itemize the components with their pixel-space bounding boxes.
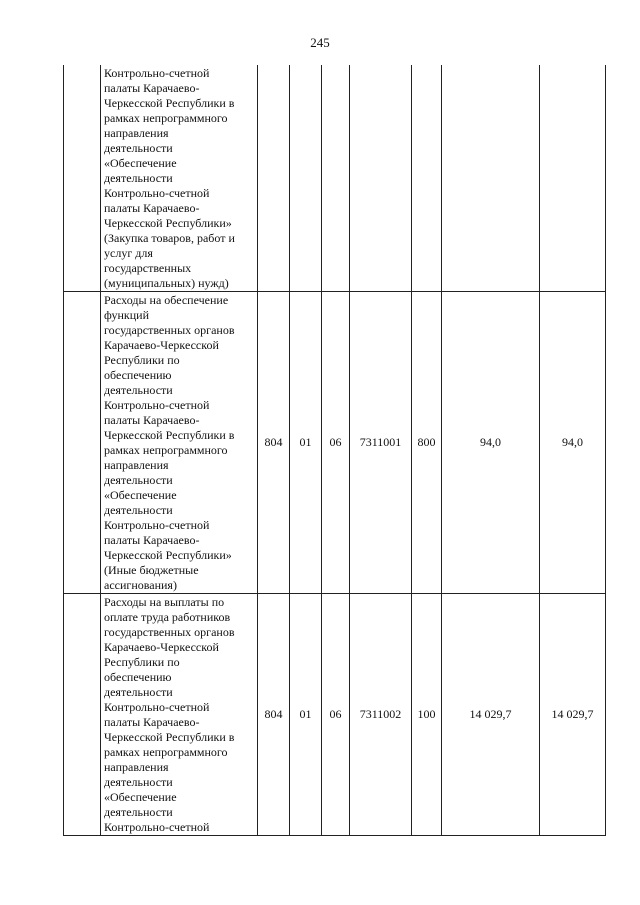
description-line: услуг для — [104, 246, 153, 260]
description-line: деятельности — [104, 171, 173, 185]
description-line: Черкесской Республики в — [104, 730, 235, 744]
description-line: Черкесской Республики в — [104, 428, 235, 442]
description-line: Черкесской Республики» — [104, 548, 232, 562]
section-code-cell: 01 — [290, 292, 322, 594]
table-row — [64, 292, 606, 594]
description-line: деятельности — [104, 805, 173, 819]
description-line: палаты Карачаево- — [104, 81, 200, 95]
description-line: обеспечению — [104, 368, 172, 382]
description-line: (Закупка товаров, работ и — [104, 231, 235, 245]
description-line: Карачаево-Черкесской — [104, 338, 219, 352]
subsection-code-cell: 06 — [322, 292, 350, 594]
description-line: деятельности — [104, 775, 173, 789]
description-line: ассигнования) — [104, 578, 177, 592]
description-line: палаты Карачаево- — [104, 413, 200, 427]
description-line: Контрольно-счетной — [104, 700, 210, 714]
amount-cell-2: 94,0 — [540, 292, 606, 594]
description-line: Расходы на обеспечение — [104, 293, 229, 307]
description-line: «Обеспечение — [104, 488, 177, 502]
ministry-code-cell — [258, 65, 290, 292]
description-line: (муниципальных) нужд) — [104, 276, 229, 290]
description-line: Республики по — [104, 353, 180, 367]
subsection-code-cell: 06 — [322, 594, 350, 836]
section-code-cell: 01 — [290, 594, 322, 836]
subsection-code-cell — [322, 65, 350, 292]
description-line: Черкесской Республики» — [104, 216, 232, 230]
description-line: государственных — [104, 261, 192, 275]
expense-type-cell — [412, 65, 442, 292]
description-line: Контрольно-счетной — [104, 186, 210, 200]
description-line: оплате труда работников — [104, 610, 231, 624]
description-line: (Иные бюджетные — [104, 563, 199, 577]
target-article-cell: 7311002 — [350, 594, 412, 836]
description-line: деятельности — [104, 503, 173, 517]
description-line: направления — [104, 760, 169, 774]
description-line: деятельности — [104, 685, 173, 699]
amount-cell-2: 14 029,7 — [540, 594, 606, 836]
target-article-cell: 7311001 — [350, 292, 412, 594]
table-row — [64, 594, 606, 836]
description-line: Контрольно-счетной — [104, 518, 210, 532]
section-code-cell — [290, 65, 322, 292]
description-line: палаты Карачаево- — [104, 533, 200, 547]
description-cell — [101, 292, 258, 594]
description-line: Черкесской Республики в — [104, 96, 235, 110]
description-line: функций — [104, 308, 149, 322]
ministry-code-cell: 804 — [258, 594, 290, 836]
description-line: Контрольно-счетной — [104, 66, 210, 80]
description-line: обеспечению — [104, 670, 172, 684]
amount-cell-1: 14 029,7 — [442, 594, 540, 836]
description-line: палаты Карачаево- — [104, 715, 200, 729]
ministry-code-cell: 804 — [258, 292, 290, 594]
expense-type-cell: 800 — [412, 292, 442, 594]
page-number: 245 — [310, 35, 330, 50]
description-line: деятельности — [104, 473, 173, 487]
description-cell — [101, 65, 258, 292]
row-number-cell — [64, 594, 101, 836]
amount-cell-1 — [442, 65, 540, 292]
description-line: «Обеспечение — [104, 790, 177, 804]
description-line: «Обеспечение — [104, 156, 177, 170]
description-line: рамках непрограммного — [104, 443, 228, 457]
target-article-cell — [350, 65, 412, 292]
description-line: Республики по — [104, 655, 180, 669]
description-line: деятельности — [104, 383, 173, 397]
description-line: Контрольно-счетной — [104, 820, 210, 834]
description-line: Расходы на выплаты по — [104, 595, 225, 609]
description-line: рамках непрограммного — [104, 111, 228, 125]
description-line: направления — [104, 126, 169, 140]
table-row — [64, 65, 606, 292]
description-line: Контрольно-счетной — [104, 398, 210, 412]
description-line: рамках непрограммного — [104, 745, 228, 759]
expense-type-cell: 100 — [412, 594, 442, 836]
row-number-cell — [64, 65, 101, 292]
description-line: деятельности — [104, 141, 173, 155]
description-line: Карачаево-Черкесской — [104, 640, 219, 654]
description-line: палаты Карачаево- — [104, 201, 200, 215]
budget-table — [63, 65, 606, 836]
description-line: государственных органов — [104, 323, 235, 337]
description-line: направления — [104, 458, 169, 472]
amount-cell-1: 94,0 — [442, 292, 540, 594]
row-number-cell — [64, 292, 101, 594]
description-cell — [101, 594, 258, 836]
description-line: государственных органов — [104, 625, 235, 639]
amount-cell-2 — [540, 65, 606, 292]
